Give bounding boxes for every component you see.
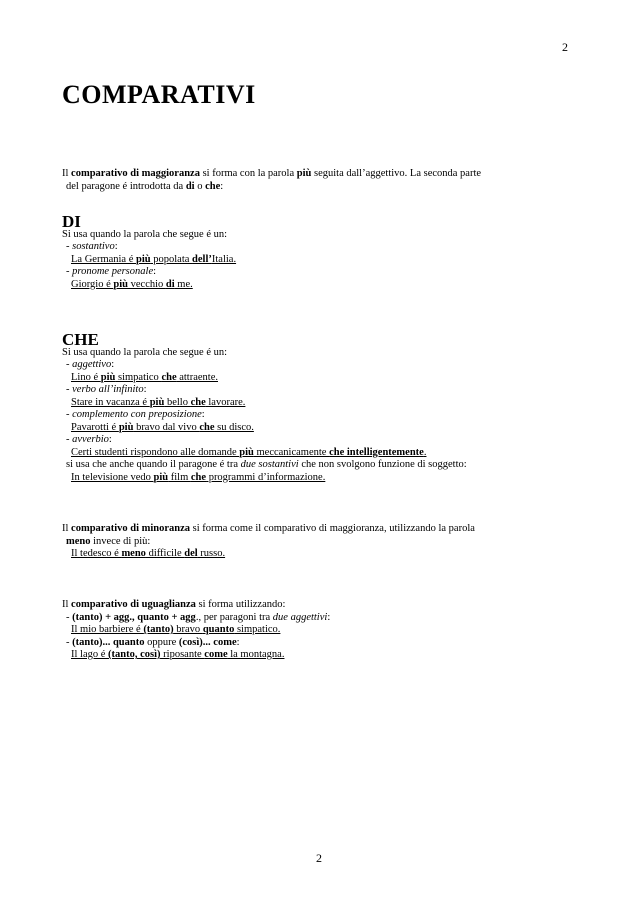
list-item: - avverbio: bbox=[66, 434, 112, 445]
usage-note: si usa che anche quando il paragone é tra due sostantivi che non svolgono funzione di soggetto: bbox=[66, 459, 467, 470]
intro-paragraph: Il comparativo di maggioranza si forma con la parola più seguita dall’aggettivo. La seconda parte del paragone é introdotta da di o che: bbox=[62, 168, 482, 192]
page-number-bottom: 2 bbox=[316, 851, 322, 865]
example-sentence: Il mio barbiere é (tanto) bravo quanto simpatico. bbox=[71, 624, 281, 635]
example-sentence: In televisione vedo più film che programmi d’informazione. bbox=[71, 471, 326, 483]
example-sentence: Il tedesco é meno difficile del russo. bbox=[71, 548, 226, 559]
list-item: - sostantivo: bbox=[66, 241, 118, 252]
example-sentence: La Germania é più popolata dell’Italia. bbox=[71, 253, 237, 265]
section-lead: Si usa quando la parola che segue é un: bbox=[62, 228, 228, 240]
section-che bbox=[62, 330, 582, 484]
example-sentence: Lino é più simpatico che attraente. bbox=[71, 371, 218, 383]
example-sentence: Certi studenti rispondono alle domande più meccanicamente che intelligentemente. bbox=[71, 446, 427, 458]
section-minoranza: Il comparativo di minoranza si forma come il comparativo di maggioranza, utilizzando la parola meno invece di più: Il tedesco é meno difficile del russo. bbox=[62, 523, 582, 561]
list-item: - (tanto) + agg., quanto + agg., per paragoni tra due aggettivi: bbox=[66, 611, 331, 623]
page-title: COMPARATIVI bbox=[62, 80, 256, 109]
list-item: - (tanto)... quanto oppure (così)... come: bbox=[66, 636, 240, 648]
example-sentence: Stare in vacanza é più bello che lavorare. bbox=[71, 396, 246, 408]
example-sentence: Il lago é (tanto, così) riposante come la montagna. bbox=[71, 649, 285, 660]
page-number-top: 2 bbox=[562, 40, 568, 54]
list-item: - complemento con preposizione: bbox=[66, 409, 205, 420]
section-heading-che: CHE bbox=[62, 330, 99, 349]
section-di bbox=[62, 212, 582, 291]
example-sentence: Pavarotti é più bravo dal vivo che su disco. bbox=[71, 421, 254, 433]
section-lead: Si usa quando la parola che segue é un: bbox=[62, 346, 228, 358]
section-uguaglianza: Il comparativo di uguaglianza si forma utilizzando: - (tanto) + agg., quanto + agg., per paragoni tra due aggettivi: Il mio barbiere é (tanto) bravo quanto simpatico. - (tanto)... quanto oppure (così)... come: Il lago é (tanto, così) riposante come la montagna. bbox=[62, 599, 582, 662]
example-sentence: Giorgio é più vecchio di me. bbox=[71, 278, 193, 290]
list-item: - pronome personale: bbox=[66, 266, 157, 277]
list-item: - aggettivo: bbox=[66, 359, 115, 370]
section-heading-di: DI bbox=[62, 212, 81, 231]
list-item: - verbo all’infinito: bbox=[66, 384, 147, 395]
